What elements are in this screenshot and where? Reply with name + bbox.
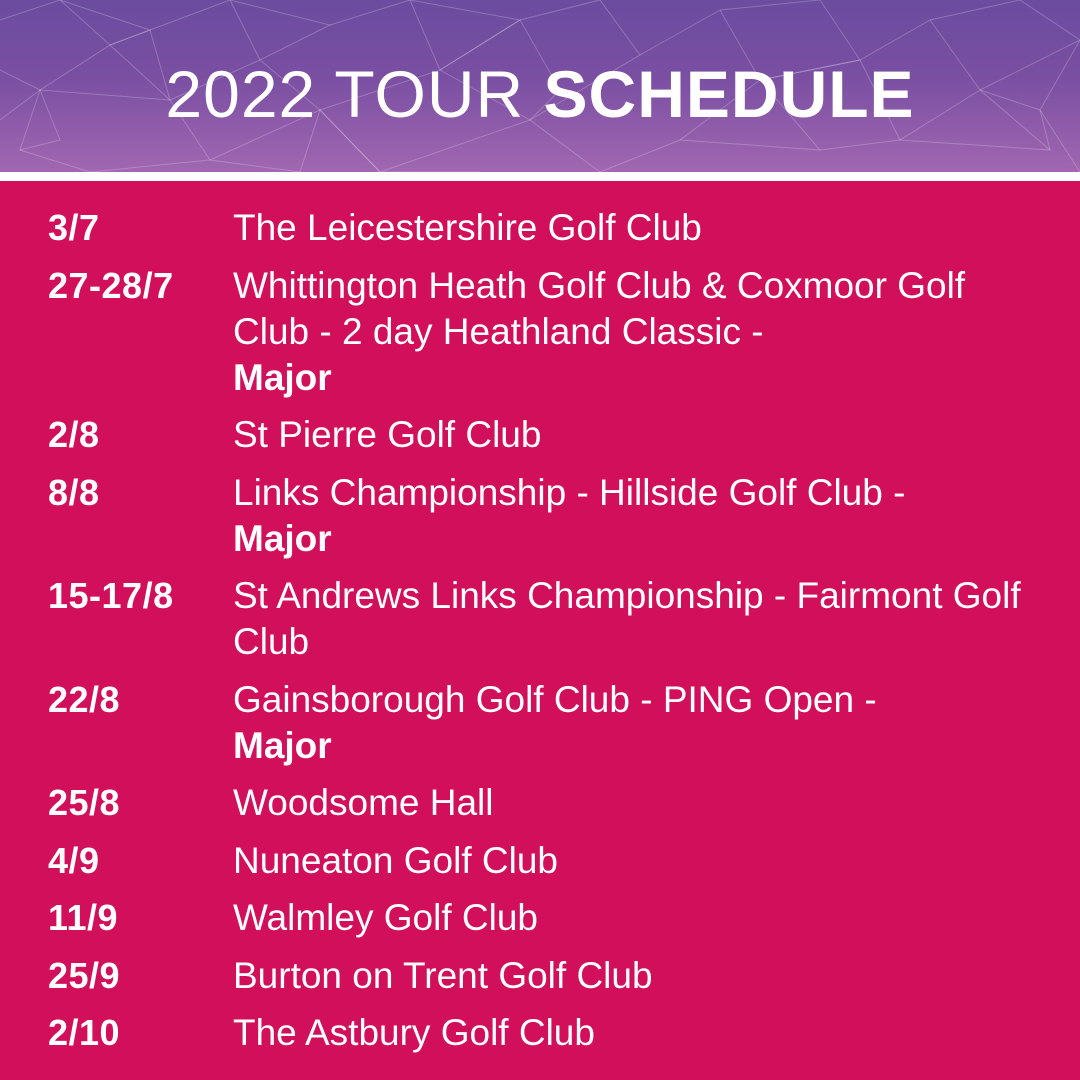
schedule-row <box>48 953 1048 999</box>
schedule-row <box>48 838 1048 884</box>
event-venue: The Astbury Golf Club <box>233 1012 595 1053</box>
schedule-row <box>48 573 1048 665</box>
event-name <box>233 895 1023 941</box>
schedule-row <box>48 677 1048 769</box>
event-name <box>233 953 1023 999</box>
schedule-row <box>48 470 1048 562</box>
event-date: 25/9 <box>48 954 121 996</box>
schedule-row <box>48 412 1048 458</box>
title-light-text: 2022 TOUR <box>165 57 525 131</box>
major-label: Major <box>233 724 332 766</box>
event-venue: St Pierre Golf Club <box>233 414 542 455</box>
major-label: Major <box>233 356 332 398</box>
event-venue: Burton on Trent Golf Club <box>233 954 653 996</box>
event-venue: The Leicestershire Golf Club <box>233 207 702 248</box>
event-venue: Gainsborough Golf Club - PING Open - <box>233 678 877 720</box>
schedule-row <box>48 780 1048 826</box>
event-date: 25/8 <box>48 782 121 823</box>
event-name <box>233 1010 1023 1056</box>
event-name <box>233 838 1023 884</box>
event-venue: St Andrews Links Championship - Fairmont Golf Club <box>233 575 1021 662</box>
event-name <box>233 412 1023 458</box>
event-date: 8/8 <box>48 471 100 513</box>
event-name <box>233 780 1023 826</box>
event-name <box>233 470 1023 562</box>
schedule-row <box>48 1010 1048 1056</box>
event-name <box>233 263 1023 401</box>
schedule-row <box>48 263 1048 401</box>
event-venue: Woodsome Hall <box>233 782 494 823</box>
event-date: 22/8 <box>48 678 121 720</box>
event-date: 3/7 <box>48 207 100 248</box>
event-venue: Nuneaton Golf Club <box>233 839 558 881</box>
event-date: 15-17/8 <box>48 575 174 616</box>
event-date: 27-28/7 <box>48 264 174 306</box>
header-banner <box>0 0 1080 172</box>
event-venue: Walmley Golf Club <box>233 897 538 938</box>
schedule-row <box>48 205 1048 251</box>
schedule-row <box>48 895 1048 941</box>
event-venue: Whittington Heath Golf Club & Coxmoor Golf Club - 2 day Heathland Classic - <box>233 264 966 352</box>
header-divider <box>0 172 1080 181</box>
schedule-list <box>48 205 1048 1068</box>
event-name <box>233 573 1023 665</box>
event-date: 2/8 <box>48 414 100 455</box>
title-bold-text: SCHEDULE <box>543 57 915 131</box>
event-venue: Links Championship - Hillside Golf Club - <box>233 471 906 513</box>
event-name <box>233 677 1023 769</box>
major-label: Major <box>233 517 332 559</box>
event-date: 11/9 <box>48 897 119 938</box>
event-name <box>233 205 1023 251</box>
page-title <box>0 54 1080 134</box>
event-date: 4/9 <box>48 839 100 881</box>
event-date: 2/10 <box>48 1012 121 1053</box>
